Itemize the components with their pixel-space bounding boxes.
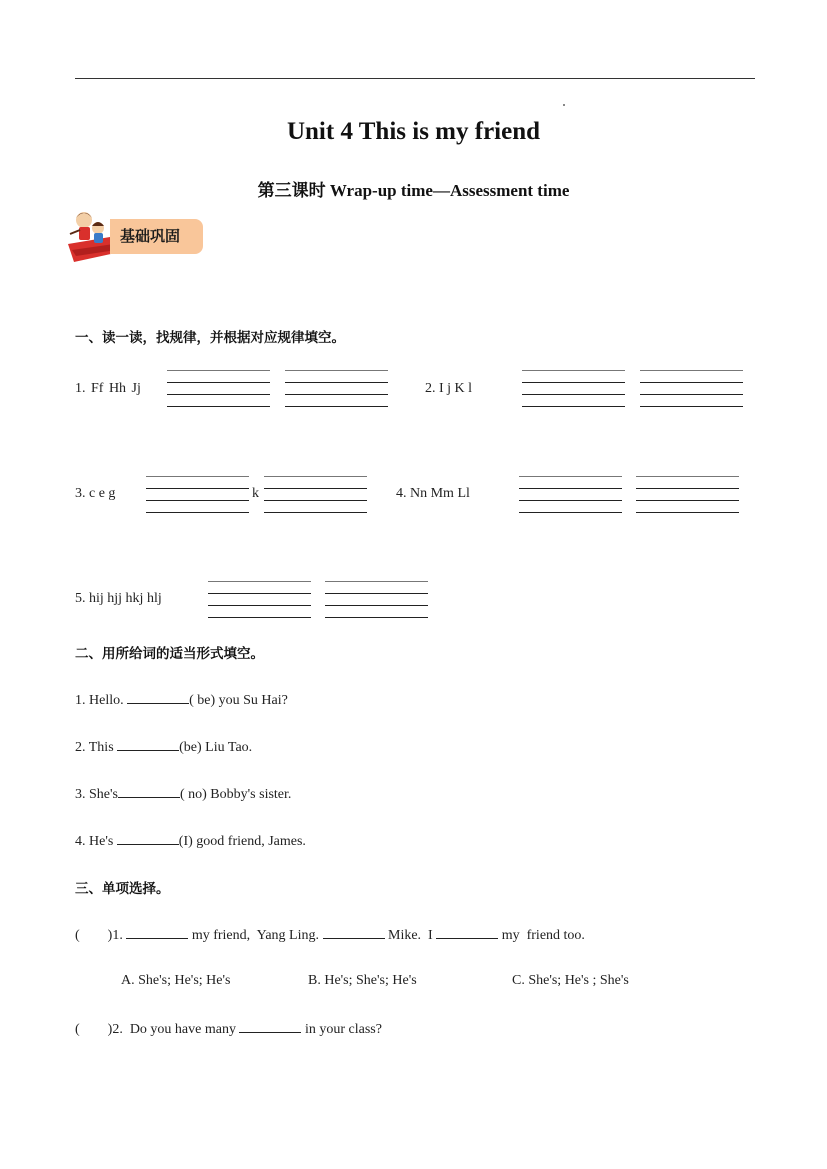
writing-line[interactable]	[636, 512, 739, 513]
writing-line[interactable]	[167, 370, 270, 371]
writing-line[interactable]	[522, 394, 625, 395]
s2-q2-suffix: (be) Liu Tao.	[179, 740, 253, 755]
writing-line[interactable]	[146, 476, 249, 477]
header-rule	[75, 78, 755, 79]
section3-heading: 三、单项选择。	[75, 881, 170, 897]
s2-question-4	[75, 832, 306, 850]
writing-line[interactable]	[519, 476, 622, 477]
s3-question-1	[75, 926, 585, 944]
s1-question-5: 5. hij hjj hkj hlj	[75, 591, 162, 606]
s2-q1-suffix: ( be) you Su Hai?	[189, 693, 288, 708]
writing-line[interactable]	[640, 370, 743, 371]
s3-question-2	[75, 1020, 382, 1038]
writing-line[interactable]	[167, 394, 270, 395]
section2-heading: 二、用所给词的适当形式填空。	[75, 646, 264, 662]
s3-q1-blank-1[interactable]	[126, 926, 188, 939]
writing-line[interactable]	[519, 488, 622, 489]
writing-line[interactable]	[522, 382, 625, 383]
s3-q1-option-c[interactable]: C. She's; He's ; She's	[512, 973, 629, 988]
s3-q1-part-1: my friend, Yang Ling.	[188, 928, 323, 943]
page-title: Unit 4 This is my friend	[286, 118, 541, 145]
writing-line[interactable]	[636, 476, 739, 477]
s2-q3-blank[interactable]	[118, 785, 180, 798]
writing-line[interactable]	[325, 605, 428, 606]
writing-line[interactable]	[522, 370, 625, 371]
section1-heading: 一、读一读，找规律，并根据对应规律填空。	[75, 330, 345, 346]
stray-mark	[563, 104, 565, 106]
s3-q1-option-b[interactable]: B. He's; She's; He's	[308, 973, 417, 988]
writing-line[interactable]	[208, 581, 311, 582]
writing-line[interactable]	[167, 406, 270, 407]
s2-q3-suffix: ( no) Bobby's sister.	[179, 787, 292, 802]
writing-line[interactable]	[264, 476, 367, 477]
writing-line[interactable]	[146, 512, 249, 513]
writing-line[interactable]	[285, 406, 388, 407]
s3-q2-blank[interactable]	[239, 1020, 301, 1033]
s3-q1-part-3: my friend too.	[498, 928, 585, 943]
s3-q2-prefix[interactable]: ( )2. Do you have many	[75, 1022, 240, 1037]
s2-q4-blank[interactable]	[117, 832, 179, 845]
s1-question-4: 4. Nn Mm Ll	[396, 486, 470, 501]
writing-line[interactable]	[325, 581, 428, 582]
writing-line[interactable]	[636, 500, 739, 501]
s3-q1-option-a[interactable]: A. She's; He's; He's	[121, 973, 231, 988]
writing-line[interactable]	[325, 593, 428, 594]
s3-q1-blank-2[interactable]	[323, 926, 385, 939]
s3-q1-paren[interactable]: ( )1.	[75, 928, 127, 943]
writing-line[interactable]	[636, 488, 739, 489]
writing-line[interactable]	[264, 512, 367, 513]
page-subtitle: 第三课时 Wrap-up time—Assessment time	[257, 181, 570, 200]
writing-line[interactable]	[325, 617, 428, 618]
writing-line[interactable]	[208, 593, 311, 594]
s1-question-3-letter: k	[252, 486, 259, 501]
s2-q4-suffix: (I) good friend, James.	[178, 834, 306, 849]
writing-line[interactable]	[208, 617, 311, 618]
writing-line[interactable]	[640, 382, 743, 383]
s2-q1-prefix: 1. Hello.	[75, 693, 128, 708]
writing-line[interactable]	[522, 406, 625, 407]
writing-line[interactable]	[146, 500, 249, 501]
s2-q4-prefix: 4. He's	[75, 834, 117, 849]
s3-q1-blank-3[interactable]	[436, 926, 498, 939]
writing-line[interactable]	[640, 394, 743, 395]
s1-question-2: 2. I j K l	[425, 381, 473, 396]
s1-question-1: 1. Ff Hh Jj	[75, 381, 141, 396]
s2-q2-blank[interactable]	[117, 738, 179, 751]
writing-line[interactable]	[208, 605, 311, 606]
writing-line[interactable]	[167, 382, 270, 383]
writing-line[interactable]	[519, 500, 622, 501]
s1-question-3: 3. c e g	[75, 486, 116, 501]
s2-question-2	[75, 738, 252, 756]
s3-q1-part-2: Mike. I	[384, 928, 437, 943]
s3-q2-suffix: in your class?	[301, 1022, 382, 1037]
writing-line[interactable]	[285, 382, 388, 383]
writing-line[interactable]	[640, 406, 743, 407]
writing-line[interactable]	[285, 370, 388, 371]
s2-question-3	[75, 785, 291, 803]
s2-question-1	[75, 691, 288, 709]
writing-line[interactable]	[264, 488, 367, 489]
writing-line[interactable]	[285, 394, 388, 395]
writing-line[interactable]	[519, 512, 622, 513]
s2-q2-prefix: 2. This	[75, 740, 118, 755]
s2-q1-blank[interactable]	[127, 691, 189, 704]
section-badge: 基础巩固	[110, 219, 203, 254]
writing-line[interactable]	[264, 500, 367, 501]
writing-line[interactable]	[146, 488, 249, 489]
s2-q3-prefix: 3. She's	[75, 787, 118, 802]
